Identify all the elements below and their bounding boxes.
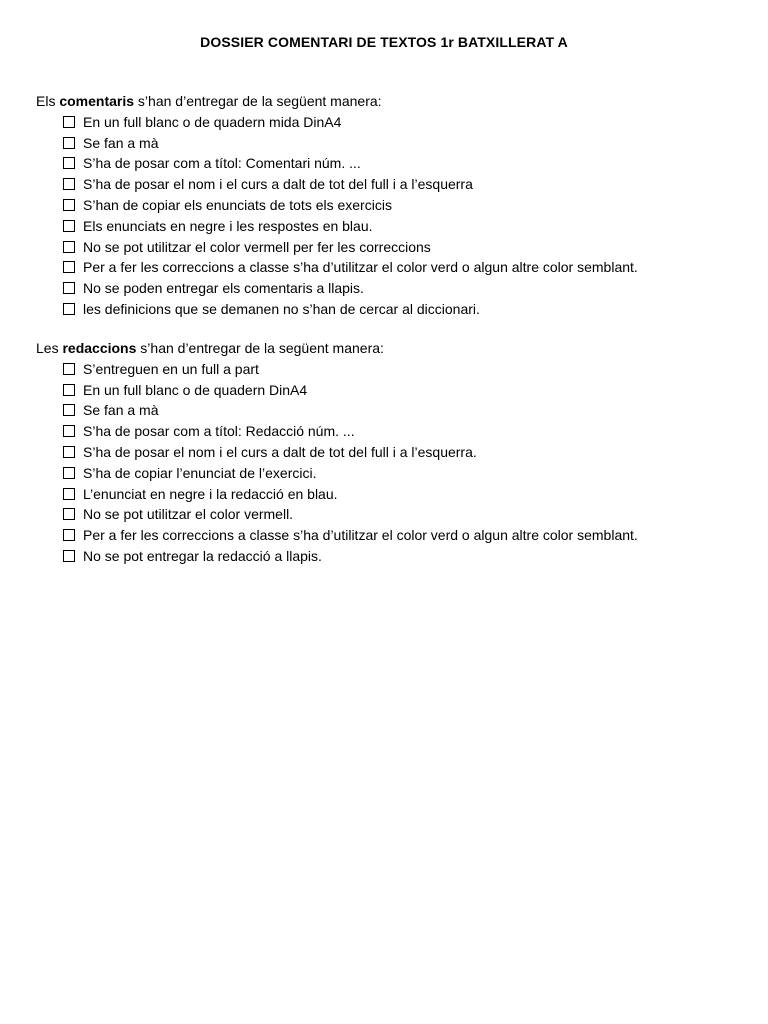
checklist-item-label: No se pot utilitzar el color vermell per fer les correccions — [83, 238, 431, 255]
checklist-item — [36, 195, 736, 216]
checkbox-icon[interactable] — [63, 178, 75, 190]
checklist-item-label: S’ha de copiar l’enunciat de l’exercici. — [83, 464, 317, 481]
checklist-item — [36, 278, 736, 299]
checkbox-icon[interactable] — [63, 261, 75, 273]
checklist-item-label: Per a fer les correccions a classe s’ha d’utilitzar el color verd o algun altre color semblant. — [83, 259, 638, 276]
comentaris-section — [36, 91, 736, 320]
checklist-item — [36, 216, 736, 237]
redaccions-intro-bold: redaccions — [62, 340, 137, 356]
checkbox-icon[interactable] — [63, 137, 75, 149]
checkbox-icon[interactable] — [63, 220, 75, 232]
checklist-item-label: En un full blanc o de quadern DinA4 — [83, 381, 308, 398]
redaccions-intro — [36, 338, 736, 359]
checklist-item — [36, 421, 736, 442]
checkbox-icon[interactable] — [63, 384, 75, 396]
checklist-item-label: S’ha de posar el nom i el curs a dalt de tot del full i a l’esquerra. — [83, 443, 477, 460]
checklist-item-label: Se fan a mà — [83, 402, 159, 419]
checklist-item-label: S’ha de posar com a títol: Redacció núm. ... — [83, 423, 355, 440]
checklist-item-label: En un full blanc o de quadern mida DinA4 — [83, 113, 342, 130]
checkbox-icon[interactable] — [63, 199, 75, 211]
comentaris-intro-suffix: s’han d’entregar de la següent manera: — [134, 93, 382, 109]
checklist-item — [36, 174, 736, 195]
checklist-item — [36, 359, 736, 380]
checklist-item — [36, 463, 736, 484]
checklist-item-label: S’han de copiar els enunciats de tots els exercicis — [83, 196, 392, 213]
checkbox-icon[interactable] — [63, 282, 75, 294]
checklist-item-label: les definicions que se demanen no s’han de cercar al diccionari. — [83, 300, 480, 317]
comentaris-intro-prefix: Els — [36, 93, 60, 109]
checklist-item-label: L’enunciat en negre i la redacció en blau. — [83, 485, 338, 502]
checklist-item — [36, 400, 736, 421]
checklist-item — [36, 504, 736, 525]
checkbox-icon[interactable] — [63, 508, 75, 520]
checklist-item — [36, 299, 736, 320]
checklist-item-label: S’ha de posar el nom i el curs a dalt de tot del full i a l’esquerra — [83, 176, 473, 193]
checkbox-icon[interactable] — [63, 446, 75, 458]
comentaris-intro — [36, 91, 736, 112]
checklist-item — [36, 153, 736, 174]
checklist-item-label: Els enunciats en negre i les respostes en blau. — [83, 217, 373, 234]
checklist-item-label: Per a fer les correccions a classe s’ha d’utilitzar el color verd o algun altre color semblant. — [83, 527, 638, 544]
checklist-item-label: S’ha de posar com a títol: Comentari núm. ... — [83, 155, 361, 172]
checkbox-icon[interactable] — [63, 404, 75, 416]
checklist-item — [36, 112, 736, 133]
checkbox-icon[interactable] — [63, 303, 75, 315]
checkbox-icon[interactable] — [63, 467, 75, 479]
checkbox-icon[interactable] — [63, 363, 75, 375]
checkbox-icon[interactable] — [63, 116, 75, 128]
redaccions-intro-prefix: Les — [36, 340, 63, 356]
checklist-item — [36, 525, 736, 546]
redaccions-section — [36, 338, 736, 567]
document-title: DOSSIER COMENTARI DE TEXTOS 1r BATXILLERAT A — [200, 34, 568, 50]
checkbox-icon[interactable] — [63, 529, 75, 541]
checklist-item-label: Se fan a mà — [83, 134, 159, 151]
redaccions-intro-suffix: s’han d’entregar de la següent manera: — [136, 340, 384, 356]
comentaris-checklist — [36, 112, 736, 320]
checkbox-icon[interactable] — [63, 550, 75, 562]
checklist-item — [36, 133, 736, 154]
checklist-item — [36, 484, 736, 505]
checkbox-icon[interactable] — [63, 425, 75, 437]
checklist-item-label: No se poden entregar els comentaris a llapis. — [83, 280, 364, 297]
checkbox-icon[interactable] — [63, 157, 75, 169]
checklist-item-label: No se pot utilitzar el color vermell. — [83, 506, 294, 523]
checkbox-icon[interactable] — [63, 488, 75, 500]
redaccions-checklist — [36, 359, 736, 567]
checklist-item — [36, 257, 736, 278]
checklist-item — [36, 546, 736, 567]
checklist-item-label: S’entreguen en un full a part — [83, 360, 259, 377]
checklist-item — [36, 442, 736, 463]
comentaris-intro-bold: comentaris — [59, 93, 135, 109]
checklist-item-label: No se pot entregar la redacció a llapis. — [83, 547, 322, 564]
checkbox-icon[interactable] — [63, 241, 75, 253]
checklist-item — [36, 237, 736, 258]
checklist-item — [36, 380, 736, 401]
